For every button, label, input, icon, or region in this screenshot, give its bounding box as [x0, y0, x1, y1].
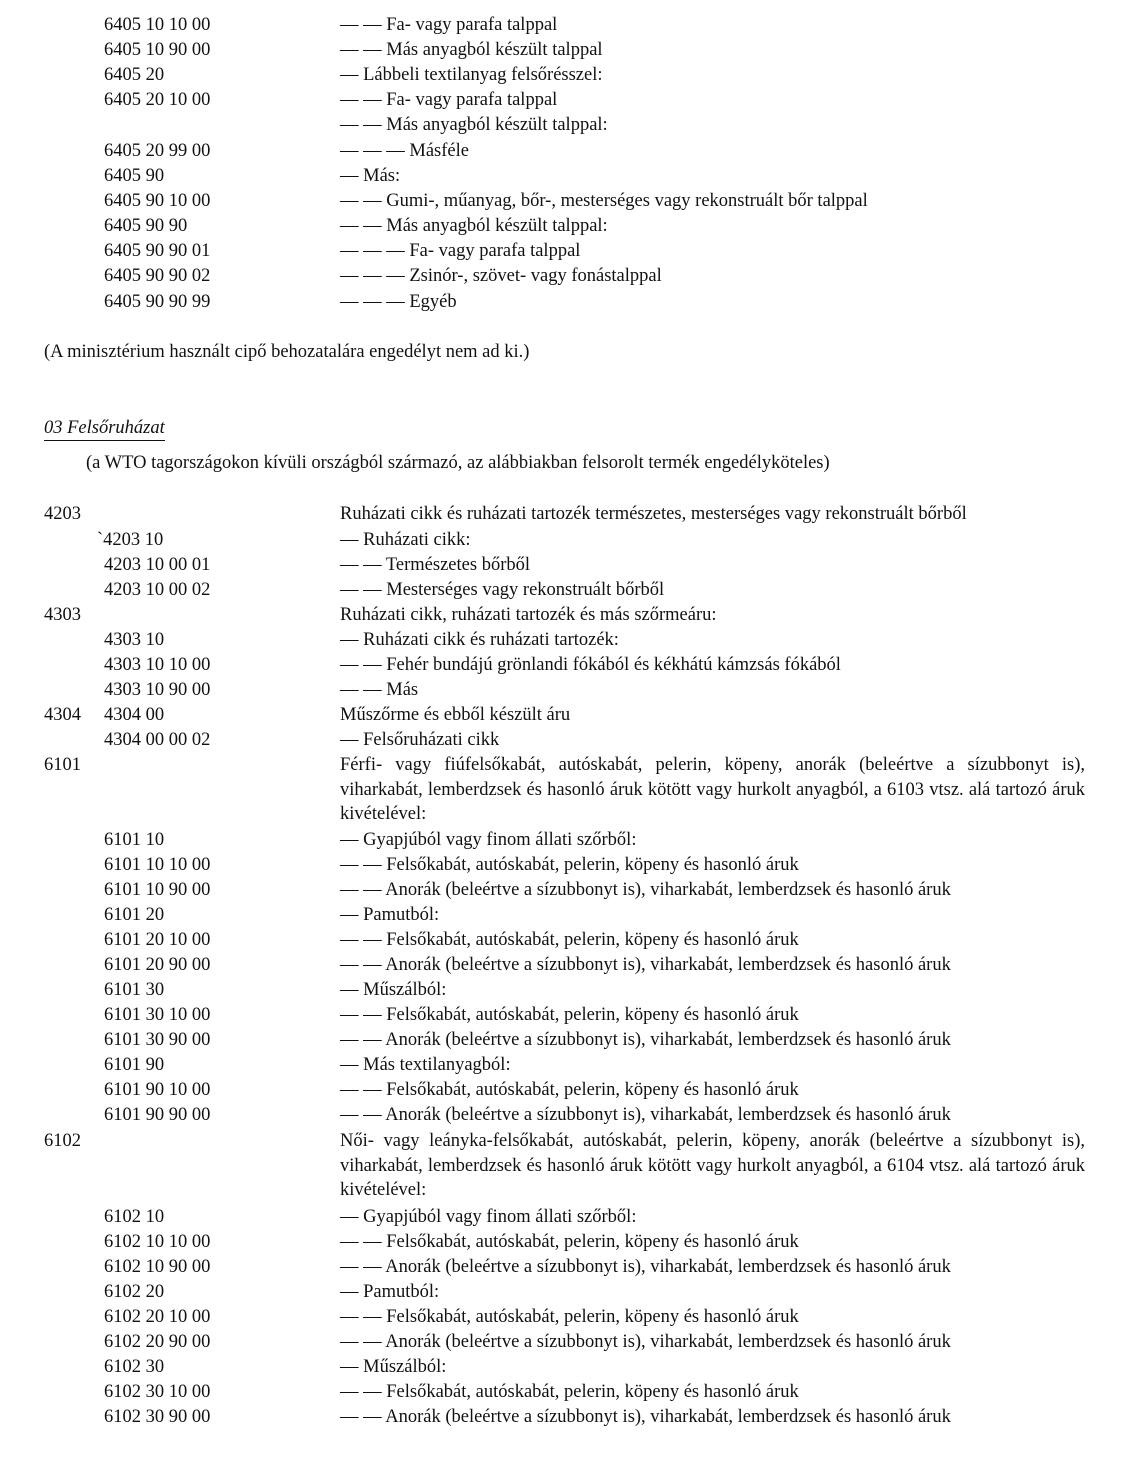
tariff-description: — Más textilanyagból: [340, 1055, 511, 1075]
tariff-description: — — Anorák (beleértve a sízubbonyt is), viharkabát, lemberdzsek és hasonló áruk [340, 955, 951, 975]
tariff-description: — — Fehér bundájú grönlandi fókából és kékhátú kámzsás fókából [340, 655, 841, 675]
tariff-description: — — Anorák (beleértve a sízubbonyt is), viharkabát, lemberdzsek és hasonló áruk [340, 1407, 951, 1427]
tariff-description: — — Anorák (beleértve a sízubbonyt is), viharkabát, lemberdzsek és hasonló áruk [340, 1332, 951, 1352]
tariff-code: 6405 90 90 99 [104, 292, 211, 312]
tariff-code: 6101 20 90 00 [104, 955, 211, 975]
tariff-code: 6102 20 90 00 [104, 1332, 211, 1352]
tariff-code: 6102 10 [104, 1207, 165, 1227]
tariff-description: — Műszálból: [340, 980, 447, 1000]
tariff-description: — Műszálból: [340, 1357, 447, 1377]
tariff-description: — — Más anyagból készült talppal: [340, 216, 608, 236]
tariff-code: 6405 10 10 00 [104, 15, 211, 35]
tariff-description: — — — Egyéb [340, 292, 457, 312]
tariff-description: — — Felsőkabát, autóskabát, pelerin, köpeny és hasonló áruk [340, 855, 799, 875]
tariff-code: 6101 20 [104, 905, 165, 925]
tariff-description: — — Más [340, 680, 419, 700]
tariff-code: 6405 20 10 00 [104, 90, 211, 110]
heading-code: 4303 [44, 605, 81, 625]
tariff-code: 6405 90 [104, 166, 165, 186]
tariff-code: 6405 20 99 00 [104, 141, 211, 161]
tariff-code: 6101 10 [104, 830, 165, 850]
tariff-description: — — Fa- vagy parafa talppal [340, 15, 558, 35]
tariff-code: 6102 30 10 00 [104, 1382, 211, 1402]
tariff-description: — — — Másféle [340, 141, 469, 161]
heading-code: 6102 [44, 1131, 81, 1151]
tariff-description: — Gyapjúból vagy finom állati szőrből: [340, 830, 637, 850]
tariff-description: — — Anorák (beleértve a sízubbonyt is), viharkabát, lemberdzsek és hasonló áruk [340, 1105, 951, 1125]
tariff-description: — Felsőruházati cikk [340, 730, 500, 750]
tariff-description: Ruházati cikk és ruházati tartozék természetes, mesterséges vagy rekonstruált bőrből [340, 504, 967, 524]
tariff-code: 4303 10 [104, 630, 165, 650]
tariff-code: 6101 30 90 00 [104, 1030, 211, 1050]
section-title: 03 Felsőruházat [44, 418, 165, 441]
tariff-description: — — Természetes bőrből [340, 555, 530, 575]
section-subtitle: (a WTO tagországokon kívüli országból származó, az alábbiakban felsorolt termék engedélyköteles) [86, 453, 830, 473]
tariff-description: — — Felsőkabát, autóskabát, pelerin, köpeny és hasonló áruk [340, 1307, 799, 1327]
tariff-code: 4303 10 90 00 [104, 680, 211, 700]
tariff-description: — — Anorák (beleértve a sízubbonyt is), viharkabát, lemberdzsek és hasonló áruk [340, 1257, 951, 1277]
tariff-description: — — — Fa- vagy parafa talppal [340, 241, 581, 261]
tariff-code: 6405 90 90 [104, 216, 188, 236]
tariff-description: — — — Zsinór-, szövet- vagy fonástalppal [340, 266, 662, 286]
tariff-code: 6101 90 90 00 [104, 1105, 211, 1125]
tariff-code: 6405 10 90 00 [104, 40, 211, 60]
tariff-code: 6102 30 90 00 [104, 1407, 211, 1427]
tariff-description: — Ruházati cikk: [340, 530, 471, 550]
tariff-description: — — Felsőkabát, autóskabát, pelerin, köpeny és hasonló áruk [340, 1232, 799, 1252]
tariff-description: — — Felsőkabát, autóskabát, pelerin, köpeny és hasonló áruk [340, 1005, 799, 1025]
tariff-code: 4203 10 00 02 [104, 580, 211, 600]
tariff-code: 6405 90 90 01 [104, 241, 211, 261]
tariff-code: 6102 30 [104, 1357, 165, 1377]
tariff-code: 6101 90 [104, 1055, 165, 1075]
tariff-code: 6101 20 10 00 [104, 930, 211, 950]
tariff-description: — — Felsőkabát, autóskabát, pelerin, köpeny és hasonló áruk [340, 1080, 799, 1100]
tariff-code: 6101 10 90 00 [104, 880, 211, 900]
tariff-description: — — Felsőkabát, autóskabát, pelerin, köpeny és hasonló áruk [340, 1382, 799, 1402]
tariff-code: 4203 10 00 01 [104, 555, 211, 575]
heading-code: 4203 [44, 504, 81, 524]
tariff-code: 6102 20 10 00 [104, 1307, 211, 1327]
ministry-note: (A minisztérium használt cipő behozatalára engedélyt nem ad ki.) [44, 342, 530, 362]
tariff-code: 6101 30 [104, 980, 165, 1000]
tariff-description: — — Más anyagból készült talppal: [340, 115, 608, 135]
tariff-code: 4304 00 00 02 [104, 730, 211, 750]
tariff-description: — Gyapjúból vagy finom állati szőrből: [340, 1207, 637, 1227]
heading-code: 6101 [44, 755, 81, 775]
heading-description-6101: Férfi- vagy fiúfelsőkabát, autóskabát, pelerin, köpeny, anorák (beleértve a sízubbonyt is), viharkabát, lemberdzsek és hasonló áruk kötött vagy hurkolt anyagból, a 6103 vtsz. alá tartozó áruk kivételével: [340, 755, 1085, 824]
heading-code: 4304 [44, 705, 81, 725]
tariff-code: 4304 00 [104, 705, 165, 725]
tariff-code: 6102 10 10 00 [104, 1232, 211, 1252]
tariff-code: 6102 20 [104, 1282, 165, 1302]
tariff-code: 6101 10 10 00 [104, 855, 211, 875]
tariff-description: Műszőrme és ebből készült áru [340, 705, 571, 725]
tariff-code: 6101 90 10 00 [104, 1080, 211, 1100]
tariff-code: 4303 10 10 00 [104, 655, 211, 675]
heading-description-6102: Női- vagy leányka-felsőkabát, autóskabát, pelerin, köpeny, anorák (beleértve a sízubbonyt is), viharkabát, lemberdzsek és hasonló áruk kötött vagy hurkolt anyagból, a 6104 vtsz. alá tartozó áruk kivételével: [340, 1131, 1085, 1200]
tariff-description: — — Anorák (beleértve a sízubbonyt is), viharkabát, lemberdzsek és hasonló áruk [340, 880, 951, 900]
tariff-code: 6101 30 10 00 [104, 1005, 211, 1025]
tariff-description: — — Anorák (beleértve a sízubbonyt is), viharkabát, lemberdzsek és hasonló áruk [340, 1030, 951, 1050]
tariff-code: 6405 20 [104, 65, 165, 85]
tariff-description: — — Felsőkabát, autóskabát, pelerin, köpeny és hasonló áruk [340, 930, 799, 950]
tariff-description: — — Más anyagból készült talppal [340, 40, 603, 60]
tariff-code: 6405 90 90 02 [104, 266, 211, 286]
tariff-description: — Más: [340, 166, 401, 186]
tariff-description: — — Mesterséges vagy rekonstruált bőrből [340, 580, 665, 600]
tariff-code: 6405 90 10 00 [104, 191, 211, 211]
tariff-description: — — Gumi-, műanyag, bőr-, mesterséges vagy rekonstruált bőr talppal [340, 191, 868, 211]
tariff-code: 6102 10 90 00 [104, 1257, 211, 1277]
tariff-description: — Lábbeli textilanyag felsőrésszel: [340, 65, 603, 85]
tariff-description: — Pamutból: [340, 1282, 440, 1302]
tariff-description: — — Fa- vagy parafa talppal [340, 90, 558, 110]
tariff-code: `4203 10 [97, 530, 164, 550]
tariff-description: — Pamutból: [340, 905, 440, 925]
tariff-description: — Ruházati cikk és ruházati tartozék: [340, 630, 619, 650]
tariff-description: Ruházati cikk, ruházati tartozék és más szőrmeáru: [340, 605, 717, 625]
